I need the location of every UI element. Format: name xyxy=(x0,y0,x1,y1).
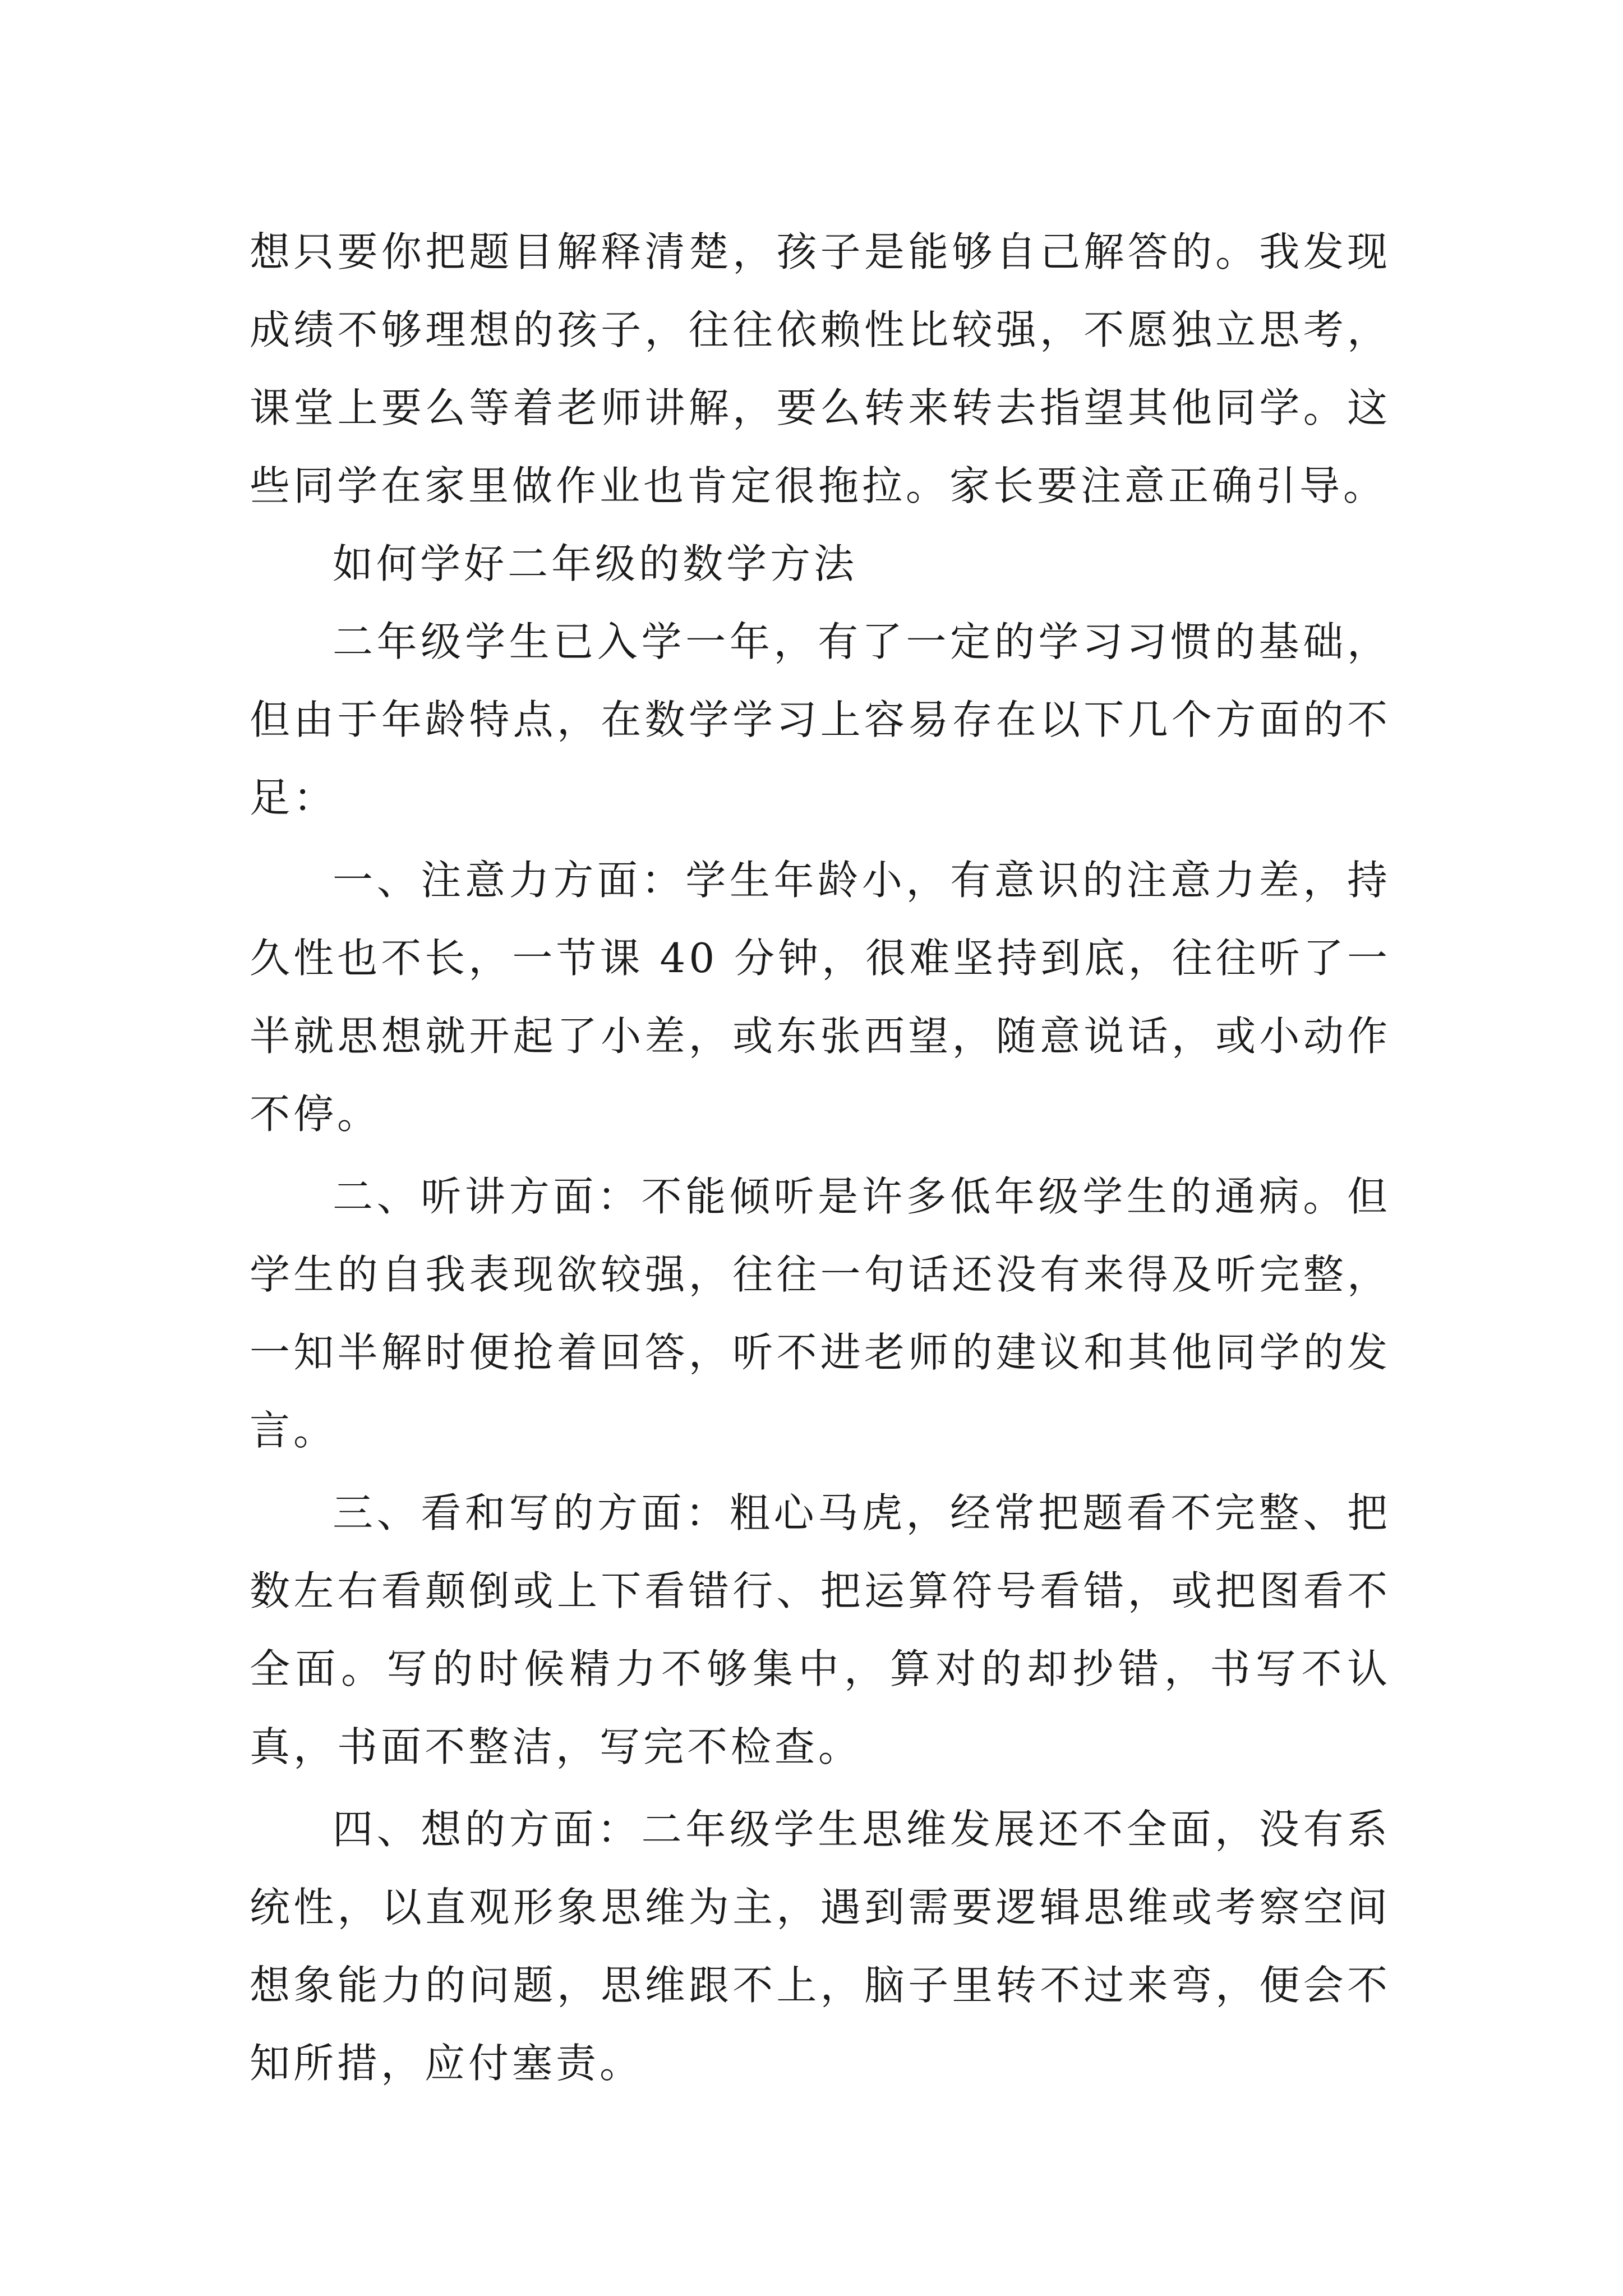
paragraph-reading-writing: 三、看和写的方面：粗心马虎，经常把题看不完整、把数左右看颠倒或上下看错行、把运算符号看错，或把图看不全面。写的时候精力不够集中，算对的却抄错，书写不认真，书面不整洁，写完不检查。 xyxy=(250,1489,1391,1770)
section-heading: 如何学好二年级的数学方法 xyxy=(333,540,858,587)
document-body xyxy=(250,213,1391,2102)
paragraph-intro: 二年级学生已入学一年，有了一定的学习习惯的基础，但由于年龄特点，在数学学习上容易存在以下几个方面的不足： xyxy=(250,618,1391,821)
paragraph-thinking: 四、想的方面：二年级学生思维发展还不全面，没有系统性，以直观形象思维为主，遇到需要逻辑思维或考察空间想象能力的问题，思维跟不上，脑子里转不过来弯，便会不知所措，应付塞责。 xyxy=(250,1806,1391,2087)
paragraph-attention: 一、注意力方面：学生年龄小，有意识的注意力差，持久性也不长，一节课 40 分钟，很难坚持到底，往往听了一半就思想就开起了小差，或东张西望，随意说话，或小动作不停。 xyxy=(250,857,1391,1138)
paragraph-listening: 二、听讲方面：不能倾听是许多低年级学生的通病。但学生的自我表现欲较强，往往一句话还没有来得及听完整，一知半解时便抢着回答，听不进老师的建议和其他同学的发言。 xyxy=(250,1173,1391,1454)
paragraph-continuation: 想只要你把题目解释清楚，孩子是能够自己解答的。我发现成绩不够理想的孩子，往往依赖性比较强，不愿独立思考，课堂上要么等着老师讲解，要么转来转去指望其他同学。这些同学在家里做作业也肯定很拖拉。家长要注意正确引导。 xyxy=(250,228,1391,509)
